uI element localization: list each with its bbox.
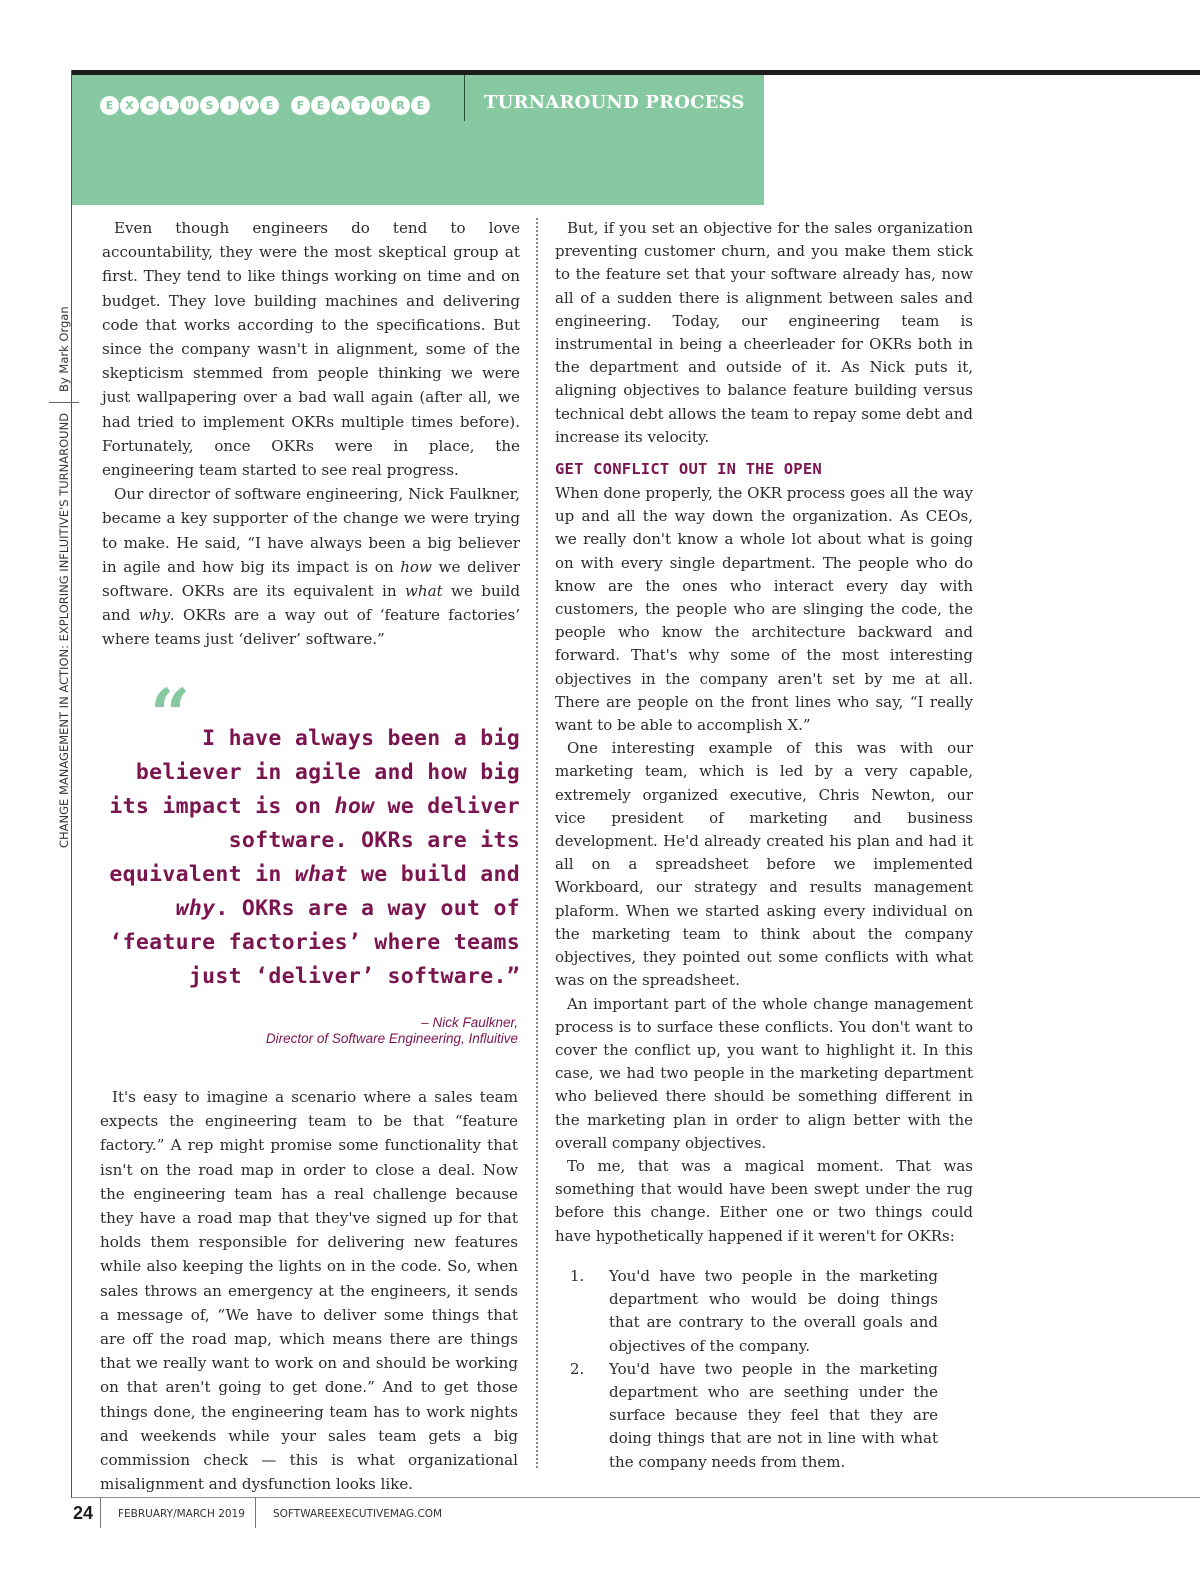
paragraph: It's easy to imagine a scenario where a sales team expects the engineering team to be that “feature factory.” A rep might promise some functionality that isn't on the road map in order to close a deal. Now the engineering team has a real challenge because they have a road map that they've signed up for that holds them responsible for delivering new features while also keeping the lights on in the code. So, when sales throws an emergency at the engineers, it sends a message of, “We have to deliver some things that are off the road map, which means there are things that we really want to work on and should be working on that aren't going to get done.” And to get those things done, the engineering team has to work nights and weekends while your sales team gets a big commission check — this is what organizational misalignment and dysfunction looks like. bbox=[100, 1088, 518, 1494]
footer-divider bbox=[255, 1498, 256, 1528]
badge-letter: T bbox=[351, 96, 370, 115]
column-divider bbox=[536, 218, 538, 1468]
badge-letter: A bbox=[331, 96, 350, 115]
badge-letter: C bbox=[140, 96, 159, 115]
issue-date: FEBRUARY/MARCH 2019 bbox=[118, 1508, 245, 1520]
list-item: 2. You'd have two people in the marketing department who are seething under the surface because they feel that they are doing things that are not in line with what the company needs from them. bbox=[570, 1359, 938, 1471]
badge-letter: E bbox=[411, 96, 430, 115]
banner-divider bbox=[464, 75, 465, 121]
section-title: TURNAROUND PROCESS bbox=[484, 92, 745, 113]
subheading: GET CONFLICT OUT IN THE OPEN bbox=[555, 460, 822, 479]
badge-letter: U bbox=[180, 96, 199, 115]
badge-letter: E bbox=[260, 96, 279, 115]
pull-quote: I have always been a big believer in agile and how big its impact is on how we deliver software. OKRs are its equivalent in what we build and why. OKRs are a way out of ‘feature factories’ where teams just ‘deliver’ software.” bbox=[109, 726, 520, 989]
quote-attribution: – Nick Faulkner, Director of Software Engineering, Influitive bbox=[265, 1015, 518, 1046]
badge-letter: I bbox=[220, 96, 239, 115]
page-number: 24 bbox=[73, 1503, 94, 1523]
badge-letter: F bbox=[291, 96, 310, 115]
badge-letter: V bbox=[240, 96, 259, 115]
paragraph: An important part of the whole change management process is to surface these conflicts. You don't want to cover the conflict up, you want to highlight it. In this case, we had two people in the marketing department who believed there should be something different in the marketing plan in order to align better with the overall company objectives. bbox=[555, 994, 973, 1152]
column-left-top bbox=[102, 216, 520, 652]
numbered-list bbox=[570, 1265, 938, 1474]
paragraph: One interesting example of this was with our marketing team, which is led by a very capable, extremely organized executive, Chris Newton, our vice president of marketing and business development. He'd already created his plan and had it all on a spreadsheet before we implemented Workboard, our strategy and results management plaform. When we started asking every individual on the marketing team to think about the company objectives, they pointed out some conflicts with what was on the spreadsheet. bbox=[555, 739, 973, 990]
quote-mark-icon: “ bbox=[150, 673, 191, 756]
badge-letter: S bbox=[200, 96, 219, 115]
byline: By Mark Organ bbox=[57, 306, 71, 392]
paragraph: But, if you set an objective for the sales organization preventing customer churn, and you make them stick to the feature set that your software already has, now all of a sudden there is alignment between sales and engineering. Today, our engineering team is instrumental in being a cheerleader for OKRs both in the department and outside of it. As Nick puts it, aligning objectives to balance feature building versus technical debt allows the team to repay some debt and increase its velocity. bbox=[555, 219, 973, 446]
badge-letter: R bbox=[391, 96, 410, 115]
list-item: 1. You'd have two people in the marketing department who would be doing things that are contrary to the overall goals and objectives of the company. bbox=[570, 1267, 938, 1355]
paragraph: Our director of software engineering, Nick Faulkner, became a key supporter of the change we were trying to make. He said, “I have always been a big believer in agile and how big its impact is on how we deliver software. OKRs are its equivalent in what we build and why. OKRs are a way out of ‘feature factories’ where teams just ‘deliver’ software.” bbox=[102, 485, 521, 649]
paragraph: When done properly, the OKR process goes all the way up and all the way down the organization. As CEOs, we really don't know a whole lot about what is going on with every single department. The people who do know are the ones who interact every day with customers, the people who are slinging the code, the people who know the architecture backward and forward. That's why some of the most interesting objectives in the company aren't set by me at all. There are people on the front lines who say, “I really want to be able to accomplish X.” bbox=[555, 484, 973, 735]
website-link[interactable]: SOFTWAREEXECUTIVEMAG.COM bbox=[273, 1508, 443, 1520]
paragraph: To me, that was a magical moment. That was something that would have been swept under the rug before this change. Either one or two things could have hypothetically happened if it weren't for OKRs: bbox=[555, 1156, 973, 1245]
footer-rule bbox=[72, 1497, 1200, 1498]
paragraph: Even though engineers do tend to love accountability, they were the most skeptical group at first. They tend to like things working on time and on budget. They love building machines and delivering code that works according to the specifications. But since the company wasn't in alignment, some of the skepticism stemmed from people thinking we were just wallpapering over a bad wall again (after all, we had tried to implement OKRs multiple times before). Fortunately, once OKRs were in place, the engineering team started to see real progress. bbox=[102, 219, 520, 480]
column-left-bottom bbox=[100, 1085, 518, 1496]
badge-letter: E bbox=[100, 96, 119, 115]
badge-letter: L bbox=[160, 96, 179, 115]
exclusive-feature-badge bbox=[100, 92, 431, 118]
column-right bbox=[555, 217, 973, 1248]
series-title: CHANGE MANAGEMENT IN ACTION: EXPLORING INFLUITIVE'S TURNAROUND bbox=[57, 412, 71, 848]
badge-letter: E bbox=[311, 96, 330, 115]
footer-divider bbox=[100, 1498, 101, 1528]
badge-letter: U bbox=[371, 96, 390, 115]
badge-letter: X bbox=[120, 96, 139, 115]
